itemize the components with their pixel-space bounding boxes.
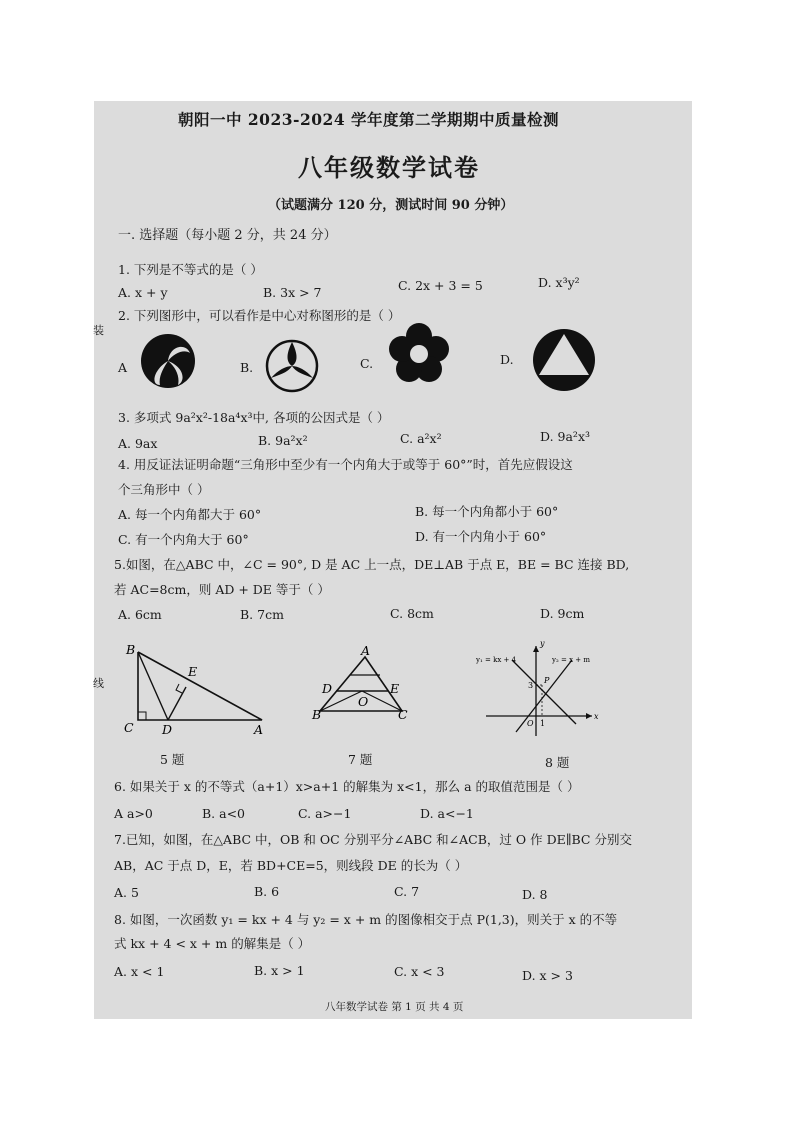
- fig8-label-y: y: [540, 639, 545, 648]
- q5-option-c: C. 8cm: [390, 606, 434, 621]
- exam-subtitle: （试题满分 120 分，测试时间 90 分钟）: [268, 198, 514, 213]
- q3-stem: 3. 多项式 9a²x²-18a⁴x³中, 各项的公因式是（ ）: [118, 410, 390, 425]
- fig8-label-p: P: [544, 676, 550, 685]
- figure-5-triangle: [120, 640, 270, 735]
- fig7-label-o: O: [358, 694, 369, 709]
- q4-option-d: D. 有一个内角小于 60°: [415, 529, 547, 544]
- fig7-label-d: D: [322, 681, 333, 696]
- q7-option-c: C. 7: [394, 884, 420, 899]
- q7-stem-line2: AB，AC 于点 D，E，若 BD+CE=5，则线段 DE 的长为（ ）: [114, 858, 468, 873]
- q2-stem: 2. 下列图形中，可以看作是中心对称图形的是（ ）: [118, 308, 401, 323]
- q3-option-a: A. 9ax: [118, 436, 158, 451]
- page-footer: 八年数学试卷 第 1 页 共 4 页: [325, 1001, 464, 1013]
- fig7-label-e: E: [390, 681, 400, 696]
- q2-option-c: C.: [360, 356, 374, 371]
- figure-7-caption: 7 题: [348, 752, 373, 767]
- binding-mark-zhuang: 装: [93, 324, 104, 337]
- q6-option-c: C. a>−1: [298, 806, 352, 821]
- q2-option-a: A: [118, 360, 128, 375]
- q7-option-d: D. 8: [522, 887, 548, 902]
- fig5-label-b: B: [126, 642, 136, 657]
- q1-option-c: C. 2x + 3 = 5: [398, 278, 483, 293]
- q2-option-b: B.: [240, 360, 254, 375]
- q5-option-a: A. 6cm: [118, 607, 162, 622]
- q7-option-b: B. 6: [254, 884, 280, 899]
- q8-option-a: A. x < 1: [114, 964, 165, 979]
- exam-title: 八年级数学试卷: [298, 153, 480, 182]
- q2-figure-d-circle-triangle: [532, 328, 596, 392]
- fig8-label-origin: O: [527, 719, 534, 728]
- q2-figure-b-trisected-circle: [264, 338, 320, 394]
- q6-stem: 6. 如果关于 x 的不等式（a+1）x>a+1 的解集为 x<1，那么 a 的取值范围是（ ）: [114, 779, 580, 794]
- figure-8-caption: 8 题: [545, 755, 570, 770]
- q4-option-c: C. 有一个内角大于 60°: [118, 532, 249, 547]
- q3-option-d: D. 9a²x³: [540, 429, 590, 444]
- q5-stem-line2: 若 AC=8cm，则 AD + DE 等于（ ）: [114, 582, 330, 597]
- q7-option-a: A. 5: [114, 885, 139, 900]
- q4-stem-line1: 4. 用反证法证明命题“三角形中至少有一个内角大于或等于 60°”时，首先应假设这: [118, 457, 573, 472]
- figure-7-triangle: [310, 645, 415, 723]
- q4-stem-line2: 个三角形中（ ）: [118, 482, 210, 497]
- fig5-label-a: A: [254, 722, 264, 737]
- fig5-label-c: C: [124, 720, 134, 735]
- q4-option-a: A. 每一个内角都大于 60°: [118, 507, 262, 522]
- q5-option-b: B. 7cm: [240, 607, 284, 622]
- fig8-label-x: x: [594, 712, 599, 721]
- fig7-label-c: C: [398, 707, 408, 722]
- q5-stem-line1: 5.如图，在△ABC 中，∠C = 90°, D 是 AC 上一点，DE⊥AB 于点 E，BE = BC 连接 BD,: [114, 557, 630, 572]
- fig7-label-b: B: [312, 707, 322, 722]
- figure-8-graph: [476, 640, 601, 740]
- section-heading: 一. 选择题（每小题 2 分，共 24 分）: [118, 228, 337, 243]
- q2-figure-a-swirl: [140, 333, 196, 389]
- fig8-label-three: 3: [528, 681, 534, 690]
- school-heading: 朝阳一中 2023-2024 学年度第二学期期中质量检测: [178, 110, 560, 129]
- q8-option-d: D. x > 3: [522, 968, 573, 983]
- q8-option-b: B. x > 1: [254, 963, 305, 978]
- q7-stem-line1: 7.已知，如图，在△ABC 中，OB 和 OC 分别平分∠ABC 和∠ACB，过 O 作 DE∥BC 分别交: [114, 832, 632, 847]
- fig7-label-a: A: [361, 643, 371, 658]
- binding-mark-xian: 线: [93, 677, 104, 690]
- q1-option-d: D. x³y²: [538, 275, 580, 290]
- q8-option-c: C. x < 3: [394, 964, 445, 979]
- q8-stem-line1: 8. 如图，一次函数 y₁ = kx + 4 与 y₂ = x + m 的图像相交于点 P(1,3)，则关于 x 的不等: [114, 912, 618, 927]
- fig5-label-d: D: [162, 722, 173, 737]
- q3-option-b: B. 9a²x²: [258, 433, 308, 448]
- q1-stem: 1. 下列是不等式的是（ ）: [118, 262, 263, 277]
- q3-option-c: C. a²x²: [400, 431, 442, 446]
- fig8-label-line1: y₁ = kx + 4: [476, 656, 517, 664]
- q1-option-a: A. x + y: [118, 285, 168, 300]
- fig8-label-one: 1: [540, 719, 546, 728]
- q1-option-b: B. 3x > 7: [263, 285, 322, 300]
- q2-option-d: D.: [500, 352, 514, 367]
- q6-option-a: A a>0: [114, 806, 153, 821]
- q6-option-d: D. a<−1: [420, 806, 474, 821]
- figure-5-caption: 5 题: [160, 752, 185, 767]
- q5-option-d: D. 9cm: [540, 606, 585, 621]
- fig8-label-line2: y₂ = x + m: [552, 656, 590, 664]
- q6-option-b: B. a<0: [202, 806, 246, 821]
- fig5-label-e: E: [188, 664, 198, 679]
- q2-figure-c-flower: [388, 322, 450, 384]
- q8-stem-line2: 式 kx + 4 < x + m 的解集是（ ）: [114, 936, 311, 951]
- q4-option-b: B. 每一个内角都小于 60°: [415, 504, 559, 519]
